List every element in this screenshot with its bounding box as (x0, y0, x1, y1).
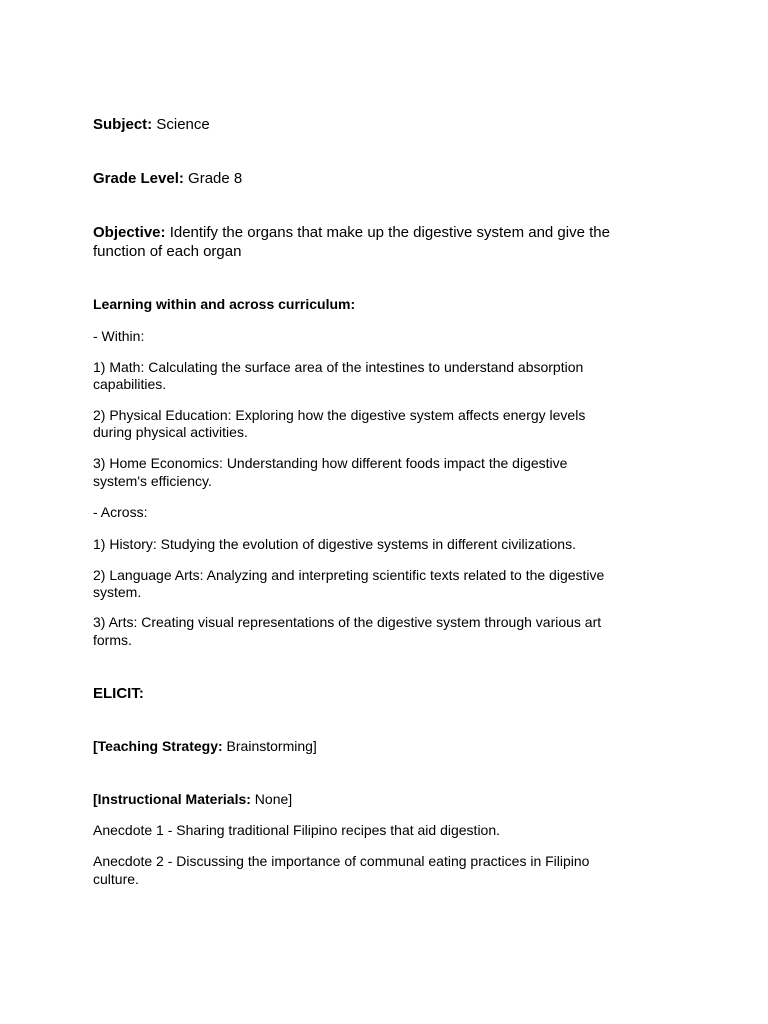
across-label: - Across: (93, 504, 148, 520)
across-item-3-cont: forms. (93, 632, 132, 648)
elicit-heading: ELICIT: (93, 685, 144, 702)
within-item-3-cont: system's efficiency. (93, 473, 212, 489)
anecdote-2-cont: culture. (93, 871, 139, 887)
within-label: - Within: (93, 328, 145, 344)
within-item-2: 2) Physical Education: Exploring how the digestive system affects energy levels (93, 407, 586, 423)
across-item-2-cont: system. (93, 584, 142, 600)
within-item-1: 1) Math: Calculating the surface area of the intestines to understand absorption (93, 359, 584, 375)
subject-value: Science (152, 116, 210, 133)
objective-line-cont (93, 243, 683, 261)
across-item-1: 1) History: Studying the evolution of digestive systems in different civilizations. (93, 536, 576, 552)
across-item-2: 2) Language Arts: Analyzing and interpreting scientific texts related to the digestive (93, 567, 605, 583)
anecdote-1: Anecdote 1 - Sharing traditional Filipino recipes that aid digestion. (93, 822, 501, 838)
instructional-materials-value: None] (250, 791, 293, 807)
subject-line (93, 116, 683, 134)
within-item-2-cont: during physical activities. (93, 424, 248, 440)
grade-level-value: Grade 8 (183, 170, 243, 187)
anecdote-2: Anecdote 2 - Discussing the importance of communal eating practices in Filipino (93, 853, 590, 869)
within-item-1-cont: capabilities. (93, 376, 167, 392)
instructional-materials-line (93, 791, 683, 808)
subject-label: Subject: (93, 116, 153, 133)
teaching-strategy-label: [Teaching Strategy: (93, 738, 223, 754)
instructional-materials-label: [Instructional Materials: (93, 791, 251, 807)
across-item-3: 3) Arts: Creating visual representations of the digestive system through various art (93, 614, 602, 630)
objective-line (93, 224, 683, 242)
objective-value: Identify the organs that make up the digestive system and give the (165, 224, 610, 241)
curriculum-heading: Learning within and across curriculum: (93, 296, 356, 312)
grade-level-label: Grade Level: (93, 170, 184, 187)
within-item-3: 3) Home Economics: Understanding how different foods impact the digestive (93, 455, 568, 471)
objective-label: Objective: (93, 224, 166, 241)
objective-value-cont: function of each organ (93, 243, 242, 260)
teaching-strategy-value: Brainstorming] (222, 738, 317, 754)
teaching-strategy-line (93, 738, 683, 755)
grade-level-line (93, 170, 683, 188)
